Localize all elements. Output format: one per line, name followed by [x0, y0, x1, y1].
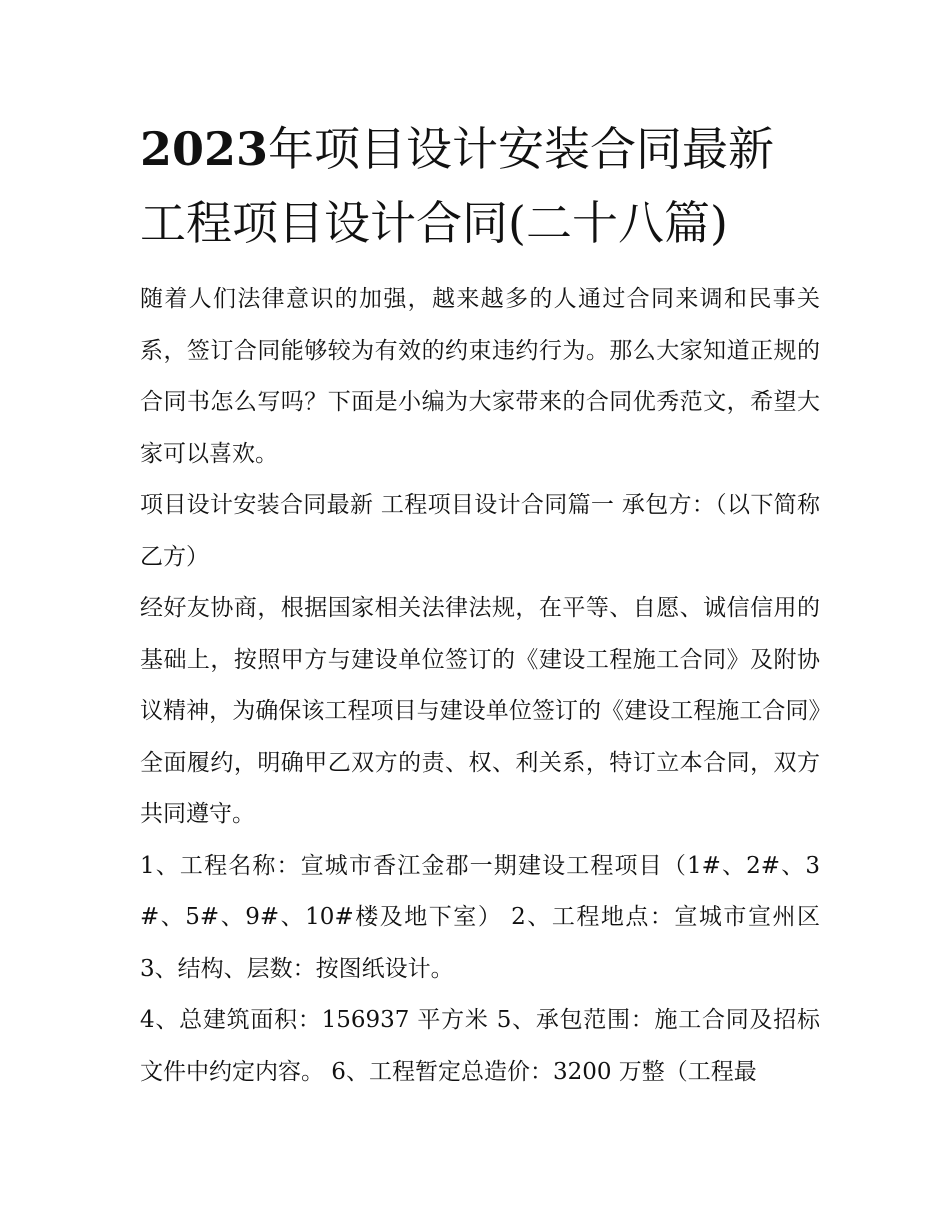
project-info-paragraph: 1、工程名称：宣城市香江金郡一期建设工程项目（1#、2#、3#、5#、9#、10#楼及地下室） 2、工程地点：宣城市宣州区 3、结构、层数：按图纸设计。 [140, 852, 820, 982]
preamble-paragraph: 经好友协商，根据国家相关法律法规，在平等、自愿、诚信信用的基础上，按照甲方与建设单位签订的《建设工程施工合同》及附协议精神，为确保该工程项目与建设单位签订的《建设工程施工合同》全面履约，明确甲乙双方的责、权、利关系，特订立本合同，双方共同遵守。 [140, 595, 820, 827]
title-text: 年项目设计安装合同最新工程项目设计合同(二十八篇) [140, 122, 775, 250]
document-title [140, 112, 820, 260]
title-year: 2023 [140, 122, 269, 176]
document-page [140, 112, 820, 1098]
contract-heading-paragraph: 项目设计安装合同最新 工程项目设计合同篇一 承包方：（以下简称乙方） [140, 492, 820, 570]
intro-paragraph: 随着人们法律意识的加强，越来越多的人通过合同来调和民事关系，签订合同能够较为有效的约束违约行为。那么大家知道正规的合同书怎么写吗？下面是小编为大家带来的合同优秀范文，希望大家可以喜欢。 [140, 286, 820, 467]
project-scope-paragraph: 4、总建筑面积：156937 平方米 5、承包范围：施工合同及招标文件中约定内容。 6、工程暂定总造价：3200 万整（工程最 [140, 1007, 820, 1085]
